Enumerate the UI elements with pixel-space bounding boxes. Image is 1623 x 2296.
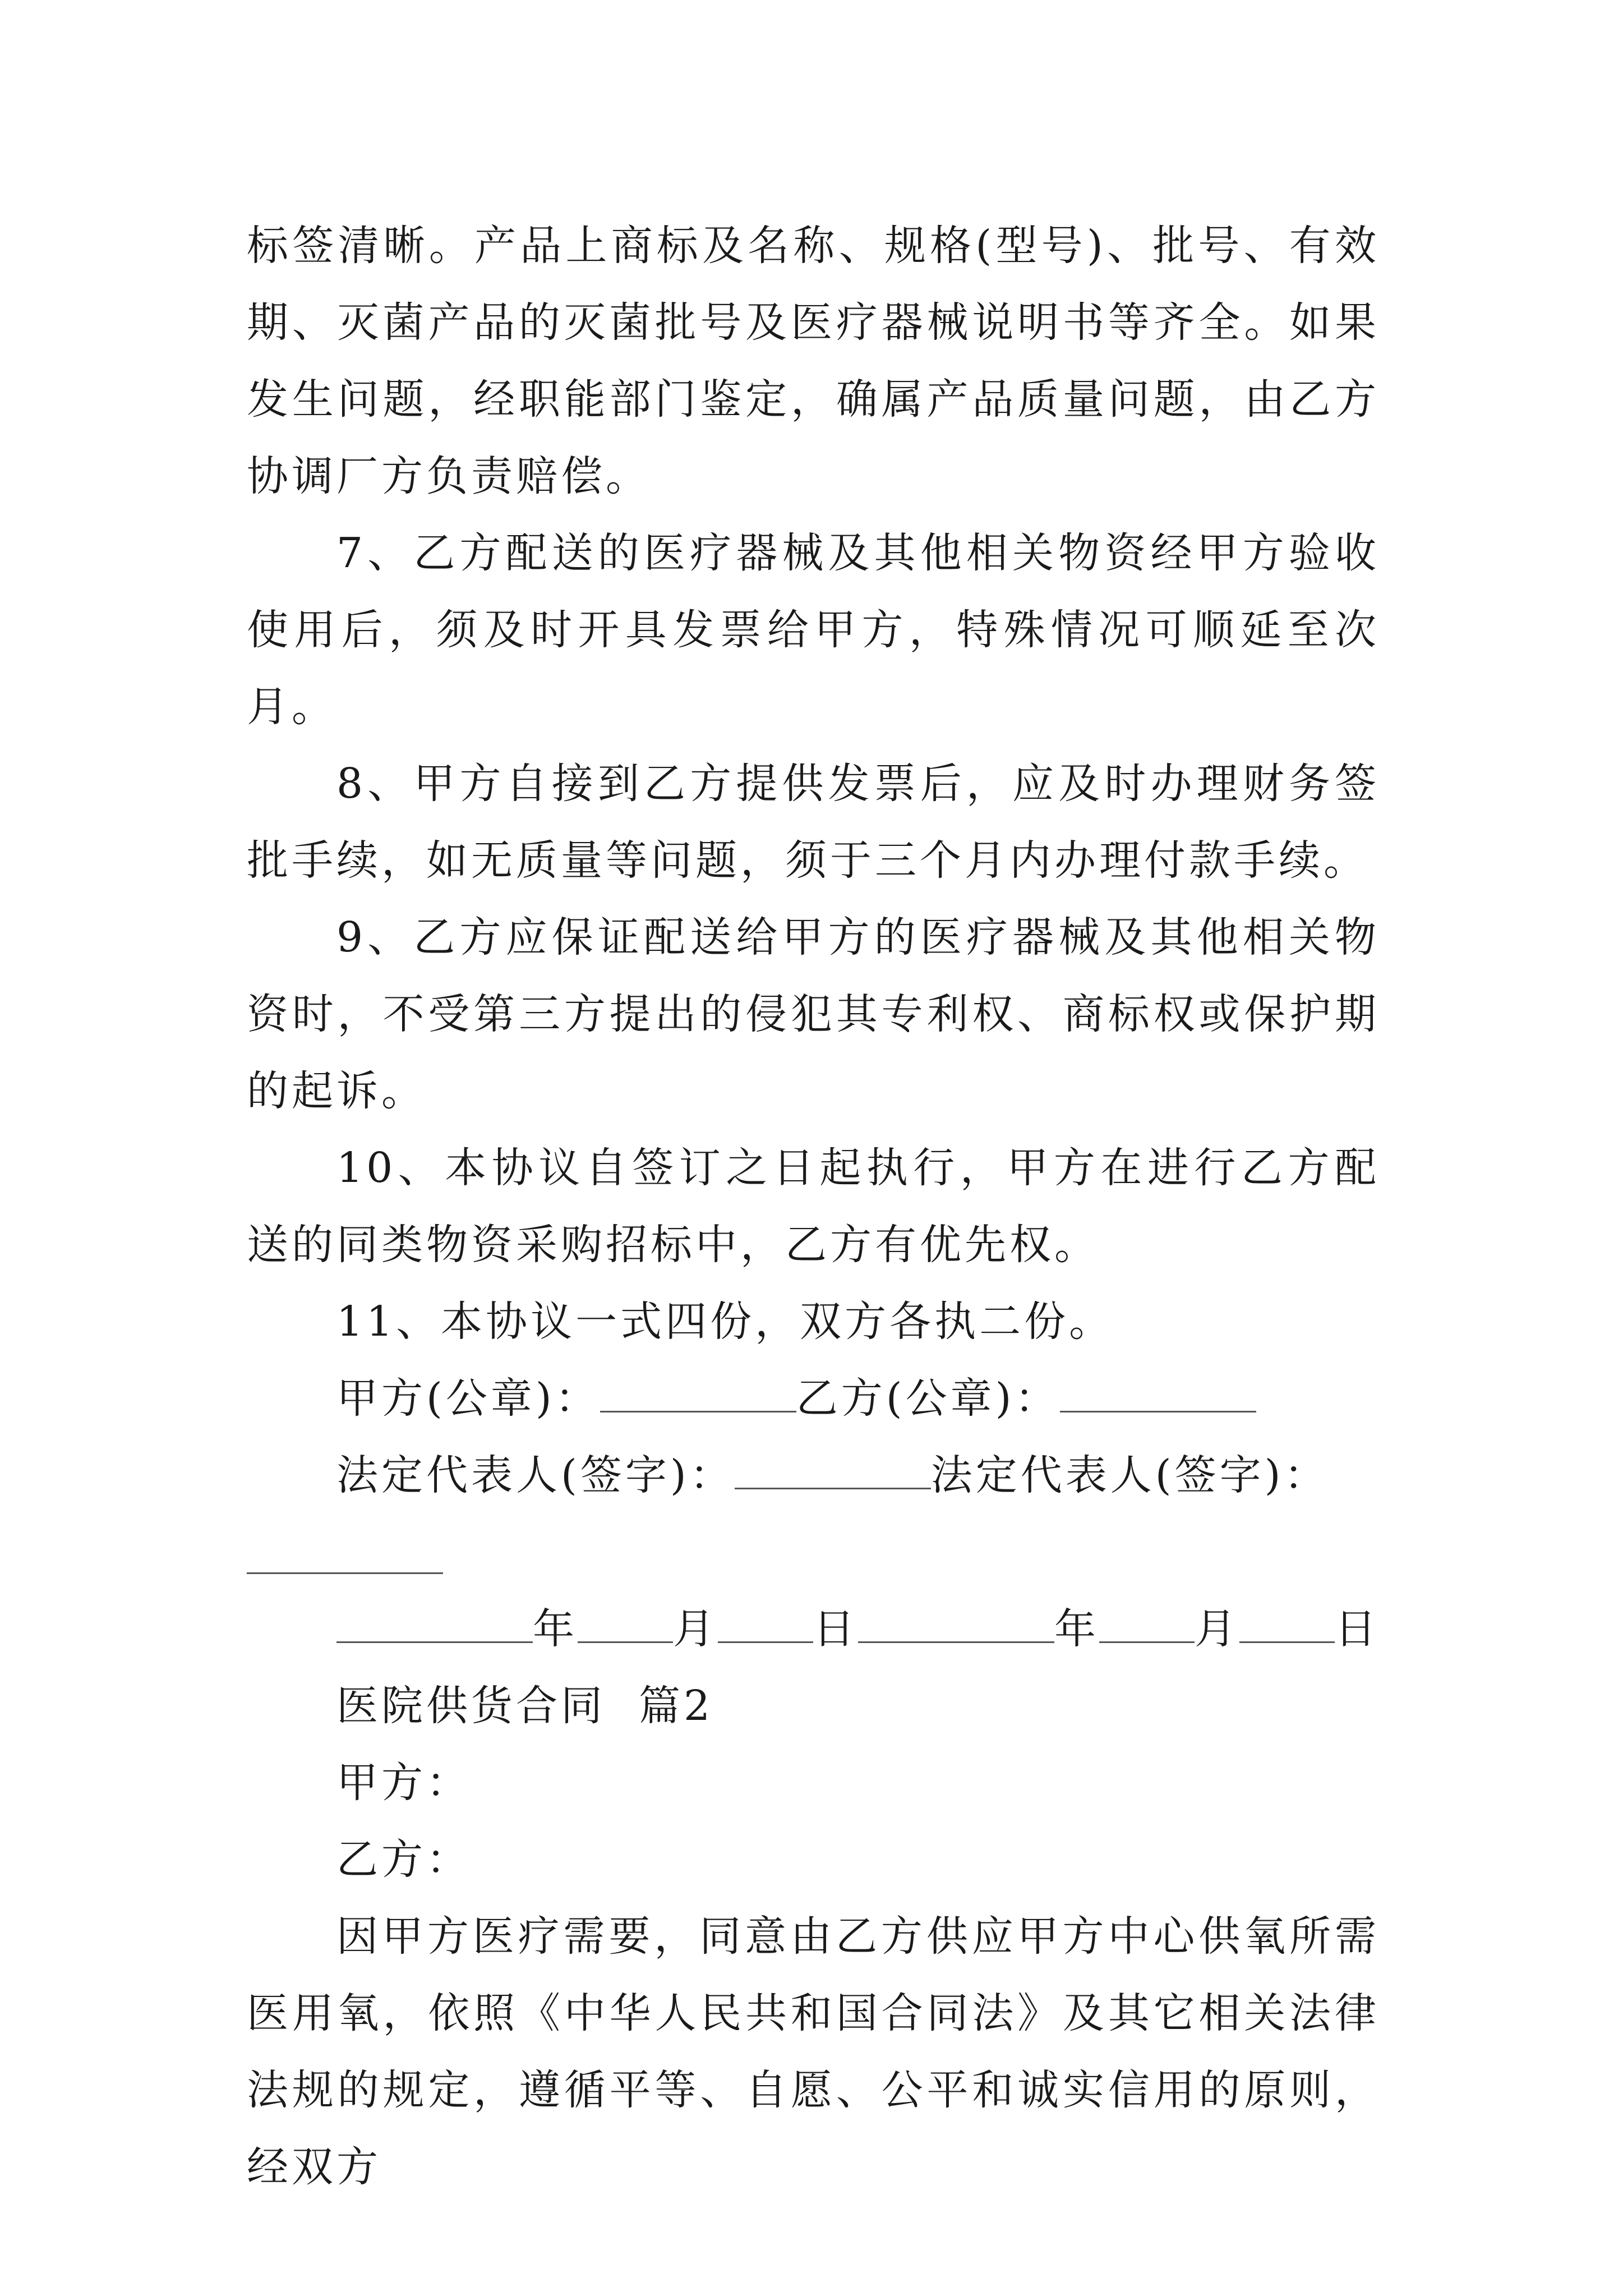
clause-9: 9、乙方应保证配送给甲方的医疗器械及其他相关物资时，不受第三方提出的侵犯其专利权、商标权或保护期的起诉。 (247, 913, 1380, 1115)
date-a-blank (336, 1605, 533, 1643)
clause-10: 10、本协议自签订之日起执行，甲方在进行乙方配送的同类物资采购招标中，乙方有优先权。 (247, 1144, 1380, 1269)
representative-line (247, 1437, 1380, 1514)
date-b-blank (858, 1605, 1054, 1643)
party-b-seal-blank (1060, 1375, 1256, 1412)
date-b-day: 日 (1335, 1605, 1380, 1653)
date-b-day-blank (1239, 1605, 1335, 1643)
document-body (247, 208, 1380, 2206)
rep-a-blank (735, 1452, 931, 1489)
paragraph-labels: 标签清晰。产品上商标及名称、规格(型号)、批号、有效期、灭菌产品的灭菌批号及医疗器械说明书等齐全。如果发生问题，经职能部门鉴定，确属产品质量问题，由乙方协调厂方负责赔偿。 (247, 222, 1380, 500)
seal-line (247, 1360, 1380, 1437)
party-a-seal-blank (600, 1375, 796, 1412)
party-a-seal-label: 甲方(公章)： (336, 1374, 600, 1423)
clause-8: 8、甲方自接到乙方提供发票后，应及时办理财务签批手续，如无质量等问题，须于三个月内办理付款手续。 (247, 760, 1380, 885)
date-a-month: 月 (673, 1605, 718, 1653)
section-2-party-b: 乙方： (336, 1835, 471, 1884)
date-a-day: 日 (813, 1605, 858, 1653)
section-2-title: 医院供货合同 篇2 (336, 1682, 714, 1730)
party-b-seal-label: 乙方(公章)： (796, 1374, 1060, 1423)
date-a-day-blank (718, 1605, 813, 1643)
clause-7: 7、乙方配送的医疗器械及其他相关物资经甲方验收使用后，须及时开具发票给甲方，特殊情况可顺延至次月。 (247, 529, 1380, 731)
date-b-year: 年 (1054, 1605, 1099, 1653)
rep-b-blank-line (247, 1514, 1380, 1591)
rep-b-blank (247, 1536, 443, 1574)
date-b-month-blank (1099, 1605, 1195, 1643)
date-a-month-blank (578, 1605, 673, 1643)
date-b-month: 月 (1195, 1605, 1239, 1653)
rep-b-label: 法定代表人(签字)： (930, 1451, 1329, 1499)
date-a-year: 年 (533, 1605, 578, 1653)
clause-11: 11、本协议一式四份，双方各执二份。 (336, 1297, 1114, 1346)
rep-a-label: 法定代表人(签字)： (336, 1451, 735, 1499)
date-line (247, 1591, 1380, 1668)
section-2-intro: 因甲方医疗需要，同意由乙方供应甲方中心供氧所需医用氧，依照《中华人民共和国合同法》及其它相关法律法规的规定，遵循平等、自愿、公平和诚实信用的原则，经双方 (247, 1912, 1380, 2191)
section-2-party-a: 甲方： (336, 1759, 471, 1807)
